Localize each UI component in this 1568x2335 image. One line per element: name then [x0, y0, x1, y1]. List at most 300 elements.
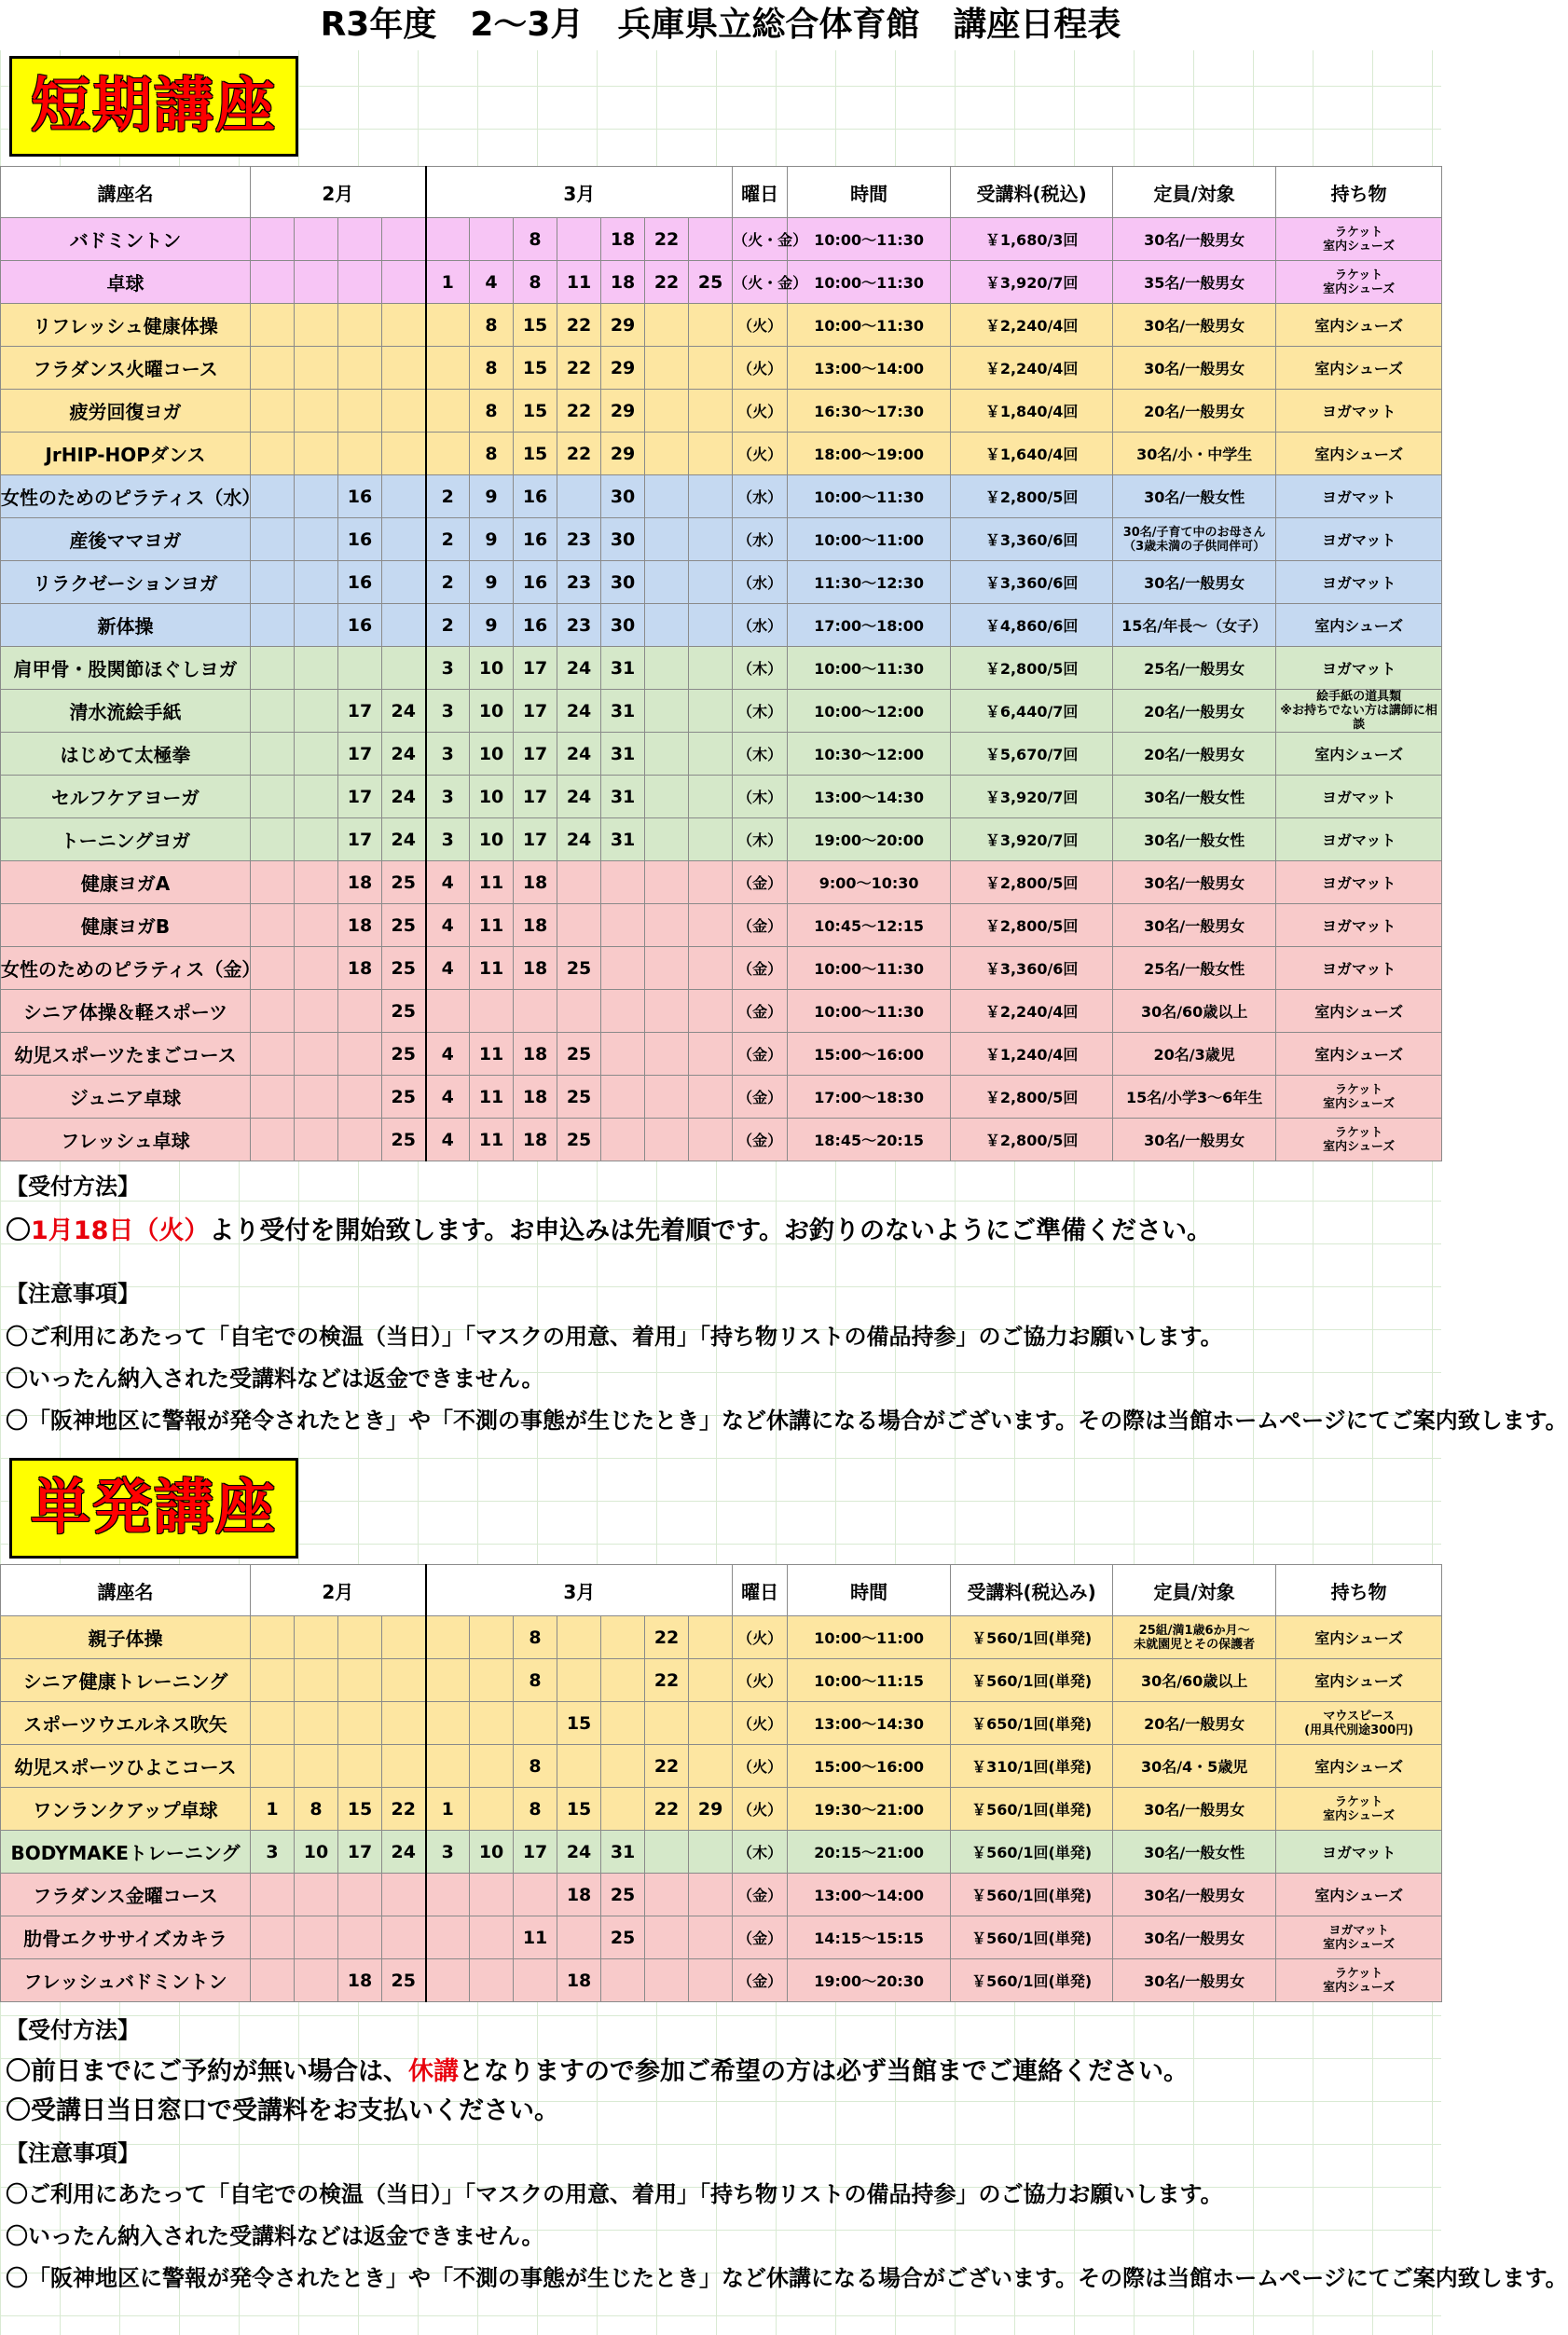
course-row: [1, 261, 1442, 304]
feb-date-cell: [295, 433, 338, 475]
feb-date-cell: [338, 390, 382, 433]
feb-date-cell: [295, 776, 338, 818]
mar-date-cell: [557, 861, 601, 904]
items-cell: ヨガマット: [1276, 947, 1442, 990]
time-cell: 13:00～14:30: [788, 1702, 951, 1745]
feb-date-cell: [251, 818, 295, 861]
mar-date-cell: 22: [557, 347, 601, 390]
course-name: 肋骨エクササイズカキラ: [1, 1916, 251, 1959]
items-cell: 室内シューズ: [1276, 990, 1442, 1033]
mar-date-cell: 10: [470, 647, 514, 690]
mar-date-cell: [645, 818, 689, 861]
mar-date-cell: [470, 218, 514, 261]
mar-date-cell: [601, 1076, 645, 1119]
mar-date-cell: 18: [557, 1874, 601, 1916]
time-cell: 16:30～17:30: [788, 390, 951, 433]
feb-date-cell: [382, 1916, 426, 1959]
fee-cell: ￥3,360/6回: [951, 947, 1113, 990]
items-cell: ラケット 室内シューズ: [1276, 1788, 1442, 1831]
feb-date-cell: [382, 561, 426, 604]
feb-date-cell: [295, 690, 338, 733]
weekday-cell: （金）: [733, 1916, 788, 1959]
feb-date-cell: [251, 390, 295, 433]
weekday-cell: （金）: [733, 1959, 788, 2002]
weekday-cell: （火・金）: [733, 261, 788, 304]
feb-date-cell: 8: [295, 1788, 338, 1831]
capacity-cell: 30名/子育て中のお母さん （3歳未満の子供同伴可）: [1113, 518, 1276, 561]
weekday-cell: （火）: [733, 1616, 788, 1659]
feb-date-cell: [338, 1119, 382, 1161]
course-name: フラダンス火曜コース: [1, 347, 251, 390]
mar-date-cell: 30: [601, 518, 645, 561]
mar-date-cell: [470, 1659, 514, 1702]
mar-date-cell: [645, 347, 689, 390]
mar-date-cell: [645, 1874, 689, 1916]
mar-date-cell: 22: [645, 218, 689, 261]
weekday-cell: （木）: [733, 776, 788, 818]
weekday-cell: （火・金）: [733, 218, 788, 261]
mar-date-cell: 18: [514, 1076, 557, 1119]
feb-date-cell: [295, 390, 338, 433]
mar-date-cell: 29: [601, 347, 645, 390]
mar-date-cell: [689, 690, 733, 733]
mar-date-cell: [426, 433, 470, 475]
items-cell: ヨガマット: [1276, 561, 1442, 604]
items-cell: ヨガマット: [1276, 475, 1442, 518]
weekday-cell: （金）: [733, 1874, 788, 1916]
mar-date-cell: [689, 1076, 733, 1119]
short-caution-2: 〇いったん納入された受講料などは返金できません。: [6, 1366, 544, 1392]
items-cell: 室内シューズ: [1276, 304, 1442, 347]
time-cell: 9:00～10:30: [788, 861, 951, 904]
mar-date-cell: 24: [557, 818, 601, 861]
course-row: [1, 518, 1442, 561]
weekday-cell: （金）: [733, 1076, 788, 1119]
feb-date-cell: [295, 561, 338, 604]
items-cell: ヨガマット: [1276, 776, 1442, 818]
mar-date-cell: 3: [426, 818, 470, 861]
mar-date-cell: [645, 1959, 689, 2002]
capacity-cell: 25名/一般男女: [1113, 647, 1276, 690]
course-row: [1, 1119, 1442, 1161]
capacity-cell: 30名/一般男女: [1113, 1874, 1276, 1916]
feb-date-cell: [295, 947, 338, 990]
mar-date-cell: 25: [689, 261, 733, 304]
feb-date-cell: 25: [382, 990, 426, 1033]
course-name: シニア体操＆軽スポーツ: [1, 990, 251, 1033]
mar-date-cell: 31: [601, 776, 645, 818]
mar-date-cell: 9: [470, 475, 514, 518]
mar-date-cell: 22: [557, 304, 601, 347]
capacity-cell: 30名/一般女性: [1113, 818, 1276, 861]
items-cell: ヨガマット: [1276, 861, 1442, 904]
items-cell: ヨガマット: [1276, 1831, 1442, 1874]
mar-date-cell: [689, 647, 733, 690]
feb-date-cell: 25: [382, 1119, 426, 1161]
fee-cell: ￥2,240/4回: [951, 347, 1113, 390]
feb-date-cell: [251, 1702, 295, 1745]
mar-date-cell: [601, 1119, 645, 1161]
feb-date-cell: [295, 218, 338, 261]
course-name: セルフケアヨーガ: [1, 776, 251, 818]
feb-date-cell: [382, 1874, 426, 1916]
items-cell: 室内シューズ: [1276, 1616, 1442, 1659]
feb-date-cell: [295, 518, 338, 561]
course-name: ジュニア卓球: [1, 1076, 251, 1119]
feb-date-cell: [338, 1616, 382, 1659]
mar-date-cell: [470, 1745, 514, 1788]
capacity-cell: 20名/一般男女: [1113, 733, 1276, 776]
short-reception-line: [6, 1210, 1212, 1246]
feb-date-cell: [338, 647, 382, 690]
mar-date-cell: [689, 1119, 733, 1161]
time-cell: 10:00～11:30: [788, 990, 951, 1033]
mar-date-cell: [426, 218, 470, 261]
mar-date-cell: [601, 904, 645, 947]
mar-date-cell: 22: [645, 1788, 689, 1831]
reception-line1-post: となりますので参加ご希望の方は必ず当館までご連絡ください。: [459, 2057, 1189, 2086]
feb-date-cell: [382, 433, 426, 475]
mar-date-cell: [645, 390, 689, 433]
fee-cell: ￥2,800/5回: [951, 647, 1113, 690]
mar-date-cell: 24: [557, 1831, 601, 1874]
capacity-cell: 25名/一般女性: [1113, 947, 1276, 990]
course-row: [1, 990, 1442, 1033]
mar-date-cell: [426, 1874, 470, 1916]
col-fee-header: 受講料(税込み): [951, 1565, 1113, 1616]
course-name: バドミントン: [1, 218, 251, 261]
course-name: 健康ヨガB: [1, 904, 251, 947]
fee-cell: ￥1,840/4回: [951, 390, 1113, 433]
course-row: [1, 647, 1442, 690]
fee-cell: ￥560/1回(単発): [951, 1959, 1113, 2002]
mar-date-cell: 11: [470, 904, 514, 947]
time-cell: 10:00～11:30: [788, 218, 951, 261]
mar-date-cell: [557, 904, 601, 947]
fee-cell: ￥2,800/5回: [951, 861, 1113, 904]
weekday-cell: （木）: [733, 647, 788, 690]
mar-date-cell: 8: [514, 1616, 557, 1659]
feb-date-cell: [295, 1616, 338, 1659]
time-cell: 10:30～12:00: [788, 733, 951, 776]
mar-date-cell: [645, 733, 689, 776]
mar-date-cell: 17: [514, 776, 557, 818]
mar-date-cell: 16: [514, 518, 557, 561]
items-cell: 室内シューズ: [1276, 1659, 1442, 1702]
items-cell: ヨガマット: [1276, 390, 1442, 433]
mar-date-cell: [689, 1033, 733, 1076]
mar-date-cell: 15: [514, 390, 557, 433]
mar-date-cell: 3: [426, 733, 470, 776]
mar-date-cell: 2: [426, 561, 470, 604]
feb-date-cell: [382, 518, 426, 561]
mar-date-cell: 11: [514, 1916, 557, 1959]
capacity-cell: 30名/一般女性: [1113, 776, 1276, 818]
course-row: [1, 218, 1442, 261]
mar-date-cell: [470, 1916, 514, 1959]
fee-cell: ￥560/1回(単発): [951, 1831, 1113, 1874]
course-name: フラダンス金曜コース: [1, 1874, 251, 1916]
fee-cell: ￥650/1回(単発): [951, 1702, 1113, 1745]
mar-date-cell: [514, 1874, 557, 1916]
reception-line1-pre: 〇前日までにご予約が無い場合は、: [6, 2057, 408, 2086]
mar-date-cell: 1: [426, 1788, 470, 1831]
mar-date-cell: 3: [426, 1831, 470, 1874]
time-cell: 13:00～14:00: [788, 347, 951, 390]
feb-date-cell: [295, 1076, 338, 1119]
feb-date-cell: [251, 218, 295, 261]
single-reception-heading: 【受付方法】: [6, 2017, 140, 2043]
mar-date-cell: [645, 518, 689, 561]
feb-date-cell: [338, 1076, 382, 1119]
feb-date-cell: [382, 647, 426, 690]
mar-date-cell: 11: [470, 861, 514, 904]
course-name: リフレッシュ健康体操: [1, 304, 251, 347]
weekday-cell: （火）: [733, 1702, 788, 1745]
time-cell: 13:00～14:30: [788, 776, 951, 818]
col-time-header: 時間: [788, 1565, 951, 1616]
mar-date-cell: 22: [645, 1659, 689, 1702]
time-cell: 19:30～21:00: [788, 1788, 951, 1831]
mar-date-cell: [689, 304, 733, 347]
single-course-table: [0, 1564, 1442, 2002]
mar-date-cell: 29: [601, 390, 645, 433]
mar-date-cell: 23: [557, 604, 601, 647]
mar-date-cell: [645, 561, 689, 604]
capacity-cell: 30名/60歳以上: [1113, 990, 1276, 1033]
feb-date-cell: [295, 647, 338, 690]
mar-date-cell: 10: [470, 733, 514, 776]
feb-date-cell: [338, 1745, 382, 1788]
mar-date-cell: [645, 947, 689, 990]
feb-date-cell: 17: [338, 1831, 382, 1874]
course-row: [1, 733, 1442, 776]
capacity-cell: 30名/一般男女: [1113, 904, 1276, 947]
mar-date-cell: [514, 990, 557, 1033]
mar-date-cell: 31: [601, 1831, 645, 1874]
short-course-banner: 短期講座: [9, 56, 298, 157]
single-reception-line-1: [6, 2051, 1189, 2087]
feb-date-cell: [251, 1076, 295, 1119]
items-cell: 室内シューズ: [1276, 1033, 1442, 1076]
time-cell: 19:00～20:00: [788, 818, 951, 861]
capacity-cell: 30名/一般男女: [1113, 304, 1276, 347]
mar-date-cell: 11: [470, 1119, 514, 1161]
capacity-cell: 35名/一般男女: [1113, 261, 1276, 304]
mar-date-cell: 8: [514, 261, 557, 304]
mar-date-cell: 11: [557, 261, 601, 304]
col-cap-header: 定員/対象: [1113, 167, 1276, 218]
mar-date-cell: [557, 1659, 601, 1702]
course-name: シニア健康トレーニング: [1, 1659, 251, 1702]
feb-date-cell: [295, 733, 338, 776]
items-cell: ラケット 室内シューズ: [1276, 218, 1442, 261]
capacity-cell: 30名/60歳以上: [1113, 1659, 1276, 1702]
course-name: 肩甲骨・股関節ほぐしヨガ: [1, 647, 251, 690]
course-row: [1, 433, 1442, 475]
weekday-cell: （金）: [733, 861, 788, 904]
capacity-cell: 30名/一般男女: [1113, 861, 1276, 904]
course-row: [1, 1874, 1442, 1916]
mar-date-cell: 8: [514, 1659, 557, 1702]
feb-date-cell: [251, 561, 295, 604]
mar-date-cell: 9: [470, 561, 514, 604]
mar-date-cell: [426, 1659, 470, 1702]
feb-date-cell: 16: [338, 518, 382, 561]
mar-date-cell: 15: [514, 433, 557, 475]
fee-cell: ￥2,240/4回: [951, 304, 1113, 347]
mar-date-cell: 25: [601, 1874, 645, 1916]
mar-date-cell: 24: [557, 733, 601, 776]
capacity-cell: 20名/一般男女: [1113, 390, 1276, 433]
single-caution-1: 〇ご利用にあたって「自宅での検温（当日）」「マスクの用意、着用」「持ち物リストの備品持参」のご協力お願いします。: [6, 2181, 1223, 2207]
mar-date-cell: [645, 304, 689, 347]
feb-date-cell: [382, 304, 426, 347]
mar-date-cell: 4: [426, 947, 470, 990]
mar-date-cell: [601, 1702, 645, 1745]
capacity-cell: 30名/小・中学生: [1113, 433, 1276, 475]
items-cell: 室内シューズ: [1276, 604, 1442, 647]
feb-date-cell: [295, 304, 338, 347]
capacity-cell: 15名/年長～（女子）: [1113, 604, 1276, 647]
mar-date-cell: [601, 1745, 645, 1788]
feb-date-cell: [295, 1702, 338, 1745]
mar-date-cell: [689, 1616, 733, 1659]
mar-date-cell: 31: [601, 647, 645, 690]
fee-cell: ￥1,240/4回: [951, 1033, 1113, 1076]
mar-date-cell: [689, 990, 733, 1033]
fee-cell: ￥3,920/7回: [951, 261, 1113, 304]
mar-date-cell: [557, 1916, 601, 1959]
feb-date-cell: [382, 261, 426, 304]
mar-date-cell: [645, 1831, 689, 1874]
mar-date-cell: [645, 647, 689, 690]
feb-date-cell: [295, 818, 338, 861]
mar-date-cell: [557, 990, 601, 1033]
course-name: JrHIP-HOPダンス: [1, 433, 251, 475]
feb-date-cell: [338, 1659, 382, 1702]
course-name: 親子体操: [1, 1616, 251, 1659]
mar-date-cell: 15: [514, 347, 557, 390]
mar-date-cell: [645, 861, 689, 904]
mar-date-cell: 25: [557, 1076, 601, 1119]
col-mar-header: 3月: [426, 1565, 733, 1616]
fee-cell: ￥5,670/7回: [951, 733, 1113, 776]
mar-date-cell: 4: [426, 861, 470, 904]
mar-date-cell: [426, 1616, 470, 1659]
time-cell: 18:00～19:00: [788, 433, 951, 475]
course-row: [1, 1659, 1442, 1702]
col-fee-header: 受講料(税込): [951, 167, 1113, 218]
feb-date-cell: [295, 475, 338, 518]
mar-date-cell: 15: [514, 304, 557, 347]
feb-date-cell: 16: [338, 561, 382, 604]
feb-date-cell: [251, 433, 295, 475]
weekday-cell: （金）: [733, 1033, 788, 1076]
mar-date-cell: 2: [426, 475, 470, 518]
course-name: フレッシュバドミントン: [1, 1959, 251, 2002]
feb-date-cell: [338, 1874, 382, 1916]
feb-date-cell: [338, 433, 382, 475]
fee-cell: ￥560/1回(単発): [951, 1874, 1113, 1916]
feb-date-cell: 25: [382, 1033, 426, 1076]
weekday-cell: （水）: [733, 604, 788, 647]
weekday-cell: （火）: [733, 433, 788, 475]
feb-date-cell: 18: [338, 904, 382, 947]
mar-date-cell: [689, 1702, 733, 1745]
course-name: スポーツウエルネス吹矢: [1, 1702, 251, 1745]
items-cell: ラケット 室内シューズ: [1276, 1076, 1442, 1119]
mar-date-cell: [689, 1745, 733, 1788]
feb-date-cell: 25: [382, 904, 426, 947]
feb-date-cell: 15: [338, 1788, 382, 1831]
course-row: [1, 1959, 1442, 2002]
mar-date-cell: [426, 347, 470, 390]
mar-date-cell: [601, 1659, 645, 1702]
mar-date-cell: 29: [689, 1788, 733, 1831]
capacity-cell: 30名/一般男女: [1113, 1788, 1276, 1831]
items-cell: マウスピース (用具代別途300円): [1276, 1702, 1442, 1745]
time-cell: 10:00～12:00: [788, 690, 951, 733]
mar-date-cell: [689, 1959, 733, 2002]
mar-date-cell: [689, 518, 733, 561]
feb-date-cell: [382, 1659, 426, 1702]
cancel-word: 休講: [408, 2057, 459, 2086]
course-row: [1, 1745, 1442, 1788]
mar-date-cell: [689, 390, 733, 433]
mar-date-cell: [426, 1702, 470, 1745]
mar-date-cell: 15: [557, 1788, 601, 1831]
feb-date-cell: [295, 1874, 338, 1916]
mar-date-cell: 9: [470, 518, 514, 561]
mar-date-cell: [689, 475, 733, 518]
course-name: BODYMAKEトレーニング: [1, 1831, 251, 1874]
feb-date-cell: [295, 604, 338, 647]
feb-date-cell: [295, 1745, 338, 1788]
weekday-cell: （水）: [733, 518, 788, 561]
mar-date-cell: 25: [557, 1119, 601, 1161]
capacity-cell: 30名/一般男女: [1113, 218, 1276, 261]
items-cell: 室内シューズ: [1276, 1745, 1442, 1788]
capacity-cell: 30名/一般女性: [1113, 475, 1276, 518]
items-cell: 室内シューズ: [1276, 733, 1442, 776]
mar-date-cell: 4: [426, 1119, 470, 1161]
course-name: フレッシュ卓球: [1, 1119, 251, 1161]
feb-date-cell: [295, 1119, 338, 1161]
course-name: 産後ママヨガ: [1, 518, 251, 561]
feb-date-cell: 25: [382, 1959, 426, 2002]
mar-date-cell: [645, 904, 689, 947]
feb-date-cell: [338, 261, 382, 304]
time-cell: 17:00～18:30: [788, 1076, 951, 1119]
mar-date-cell: 30: [601, 561, 645, 604]
weekday-cell: （火）: [733, 304, 788, 347]
mar-date-cell: 15: [557, 1702, 601, 1745]
weekday-cell: （木）: [733, 818, 788, 861]
mar-date-cell: 4: [426, 904, 470, 947]
fee-cell: ￥3,920/7回: [951, 818, 1113, 861]
mar-date-cell: 17: [514, 690, 557, 733]
mar-date-cell: [645, 475, 689, 518]
mar-date-cell: [689, 733, 733, 776]
feb-date-cell: [251, 304, 295, 347]
fee-cell: ￥560/1回(単発): [951, 1916, 1113, 1959]
feb-date-cell: 18: [338, 947, 382, 990]
col-mar-header: 3月: [426, 167, 733, 218]
feb-date-cell: [338, 304, 382, 347]
weekday-cell: （金）: [733, 1119, 788, 1161]
fee-cell: ￥3,920/7回: [951, 776, 1113, 818]
